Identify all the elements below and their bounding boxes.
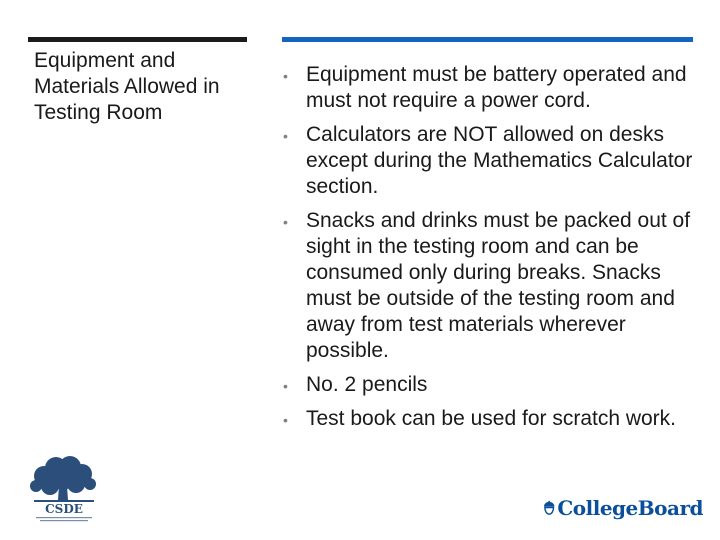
bullet-text: No. 2 pencils (306, 373, 428, 396)
tree-icon (24, 456, 104, 526)
slide-title: Equipment and Materials Allowed in Testing Room (34, 49, 220, 124)
title-rule (28, 37, 247, 42)
bullet-text: Test book can be used for scratch work. (306, 407, 677, 430)
acorn-icon (543, 493, 555, 523)
bullet-icon: • (283, 68, 288, 84)
bullet-text: Calculators are NOT allowed on desks except during the Mathematics Calculator section. (306, 123, 693, 198)
collegeboard-logo (543, 491, 703, 525)
bullet-text: Snacks and drinks must be packed out of sight in the testing room and can be consumed only during breaks. Snacks must be outside of the testing room and away from test materials wherever possible. (306, 209, 691, 362)
list-item (282, 208, 702, 364)
list-item (282, 406, 702, 432)
bullet-icon: • (283, 128, 288, 144)
csde-logo (24, 456, 104, 526)
bullet-list (282, 62, 702, 440)
list-item (282, 372, 702, 398)
list-item (282, 62, 702, 114)
bullet-text: Equipment must be battery operated and must not require a power cord. (306, 63, 687, 112)
bullet-icon: • (283, 378, 288, 394)
content-rule (282, 37, 693, 42)
bullet-icon: • (283, 412, 288, 428)
bullet-icon: • (283, 214, 288, 230)
list-item (282, 122, 702, 200)
collegeboard-wordmark: CollegeBoard (557, 496, 703, 520)
csde-wordmark: CSDE (45, 502, 83, 516)
